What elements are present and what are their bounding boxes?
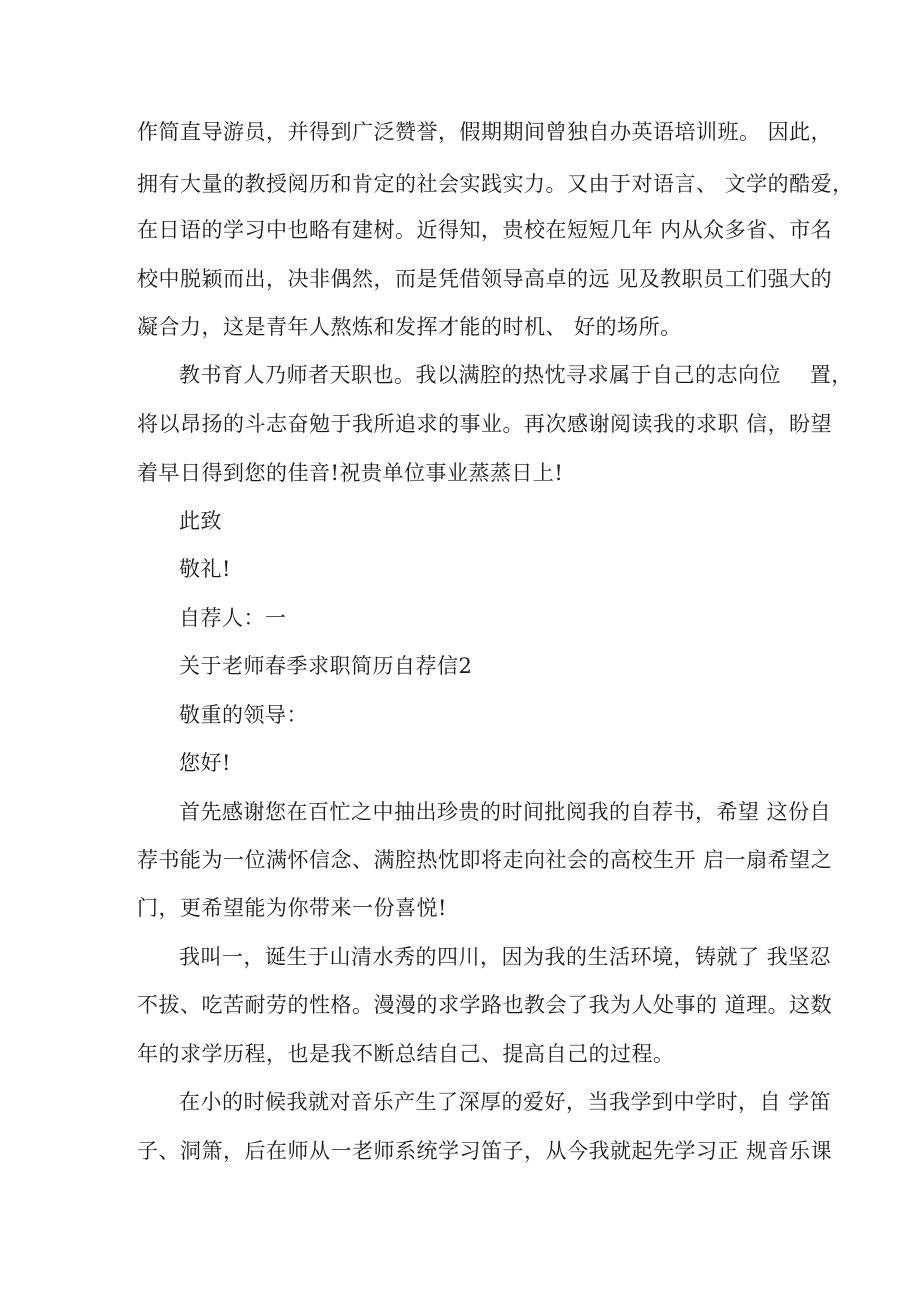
text-line-5: 凝合力，这是青年人熬炼和发挥才能的时机、 好的场所。 xyxy=(137,315,682,339)
signature-line: 自荐人：一 xyxy=(179,606,287,630)
text-line-2: 拥有大量的教授阅历和肯定的社会实践实力。又由于对语言、 文学的酷爱， xyxy=(137,172,854,196)
text-line-17: 门，更希望能为你带来一份喜悦! xyxy=(137,896,447,920)
closing-regards: 敬礼! xyxy=(179,557,231,581)
text-line-18: 我叫一，诞生于山清水秀的四川，因为我的生活环境，铸就了 我坚忍 xyxy=(179,945,832,969)
text-line-16: 荐书能为一位满怀信念、满腔热忱即将走向社会的高校生开 启一扇希望之 xyxy=(137,848,833,872)
text-line-6: 教书育人乃师者天职也。我以满腔的热忱寻求属于自己的志向位 置， xyxy=(179,363,853,387)
greeting-recipient: 敬重的领导： xyxy=(179,703,308,727)
text-line-4: 校中脱颖而出，决非偶然，而是凭借领导高卓的远 见及教职员工们强大的 xyxy=(137,267,833,291)
text-line-3: 在日语的学习中也略有建树。近得知，贵校在短短几年 内从众多省、市名 xyxy=(137,218,833,242)
section-title: 关于老师春季求职简历自荐信2 xyxy=(179,654,473,678)
text-line-19: 不拔、吃苦耐劳的性格。漫漫的求学路也教会了我为人处事的 道理。这数 xyxy=(137,993,833,1017)
text-line-8: 着早日得到您的佳音!祝贵单位事业蒸蒸日上! xyxy=(137,461,564,485)
text-line-20: 年的求学历程，也是我不断总结自己、提高自己的过程。 xyxy=(137,1042,675,1066)
text-line-22: 子、洞箫，后在师从一老师系统学习笛子，从今我就起先学习正 规音乐课 xyxy=(137,1139,833,1163)
text-line-7: 将以昂扬的斗志奋勉于我所追求的事业。再次感谢阅读我的求职 信，盼望 xyxy=(137,412,833,436)
greeting-hello: 您好! xyxy=(179,751,231,775)
text-line-21: 在小的时候我就对音乐产生了深厚的爱好，当我学到中学时，自 学笛 xyxy=(179,1090,832,1114)
text-line-1: 作简直导游员，并得到广泛赞誉，假期期间曾独自办英语培训班。 因此， xyxy=(137,120,833,144)
text-line-15: 首先感谢您在百忙之中抽出珍贵的时间批阅我的自荐书，希望 这份自 xyxy=(179,800,832,824)
closing-salutation: 此致 xyxy=(179,509,222,533)
